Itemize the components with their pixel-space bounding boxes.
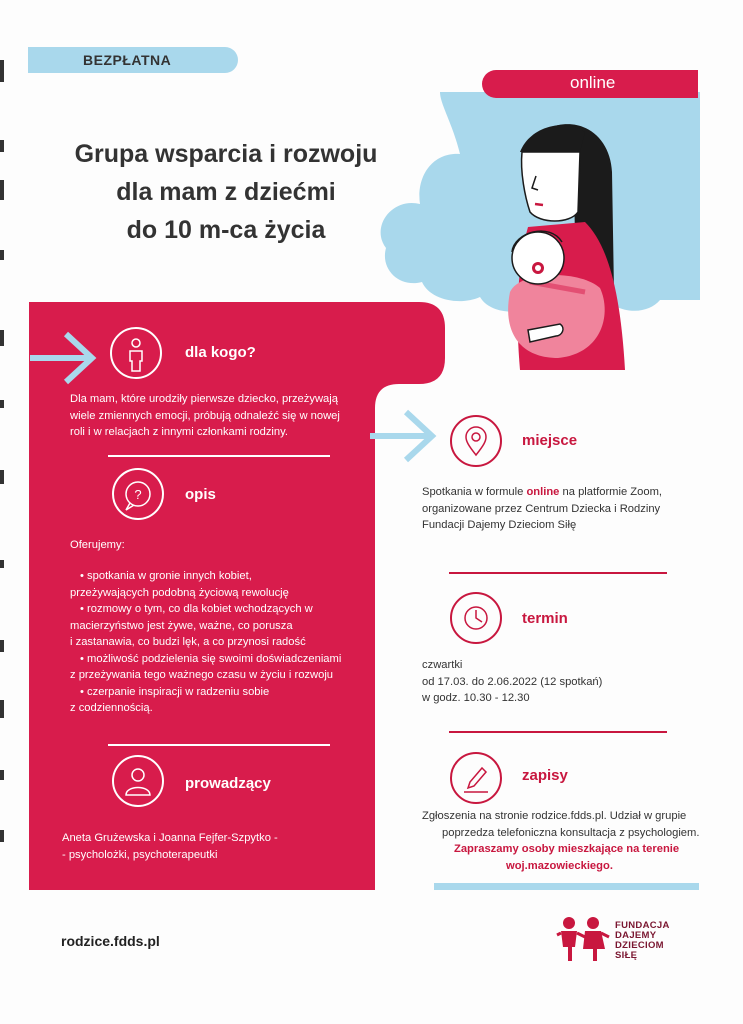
opis-text: • spotkania w gronie innych kobiet, przeżywających podobną życiową rewolucję • rozmowy o tym, co dla kobiet wchodzących w macierzyństwo jest żywe, ważne, co porusza i zastanawia, co budzi lęk, a co przynosi radość • możliwość podzielenia się swoimi doświadczeniami z przeżywania tego ważnego czasu w życiu i rozwoju • czerpanie inspiracji w radzeniu sobie z codziennością. bbox=[70, 570, 342, 714]
divider bbox=[108, 455, 330, 457]
scan-edge-marks bbox=[0, 0, 10, 1024]
termin-text: czwartki od 17.03. do 2.06.2022 (12 spotkań) w godz. 10.30 - 12.30 bbox=[422, 659, 603, 704]
dla-kogo-text: Dla mam, które urodziły pierwsze dziecko, przeżywają wiele zmiennych emocji, próbują odnaleźć się w nowej roli i w relacjach z innymi członkami rodziny. bbox=[70, 393, 340, 438]
zapisy-heading: zapisy bbox=[522, 767, 568, 784]
location-pin-icon bbox=[450, 415, 502, 467]
free-badge bbox=[28, 47, 238, 73]
person-icon bbox=[110, 327, 162, 379]
footer-url[interactable]: rodzice.fdds.pl bbox=[61, 933, 160, 949]
online-banner bbox=[482, 70, 698, 98]
user-icon bbox=[112, 755, 164, 807]
page-title bbox=[30, 135, 422, 249]
miejsce-text: Spotkania w formule online na platformie Zoom, organizowane przez Centrum Dziecka i Rodziny Fundacji Dajemy Dzieciom Siłę bbox=[422, 486, 663, 531]
title-line-1: Grupa wsparcia i rozwoju bbox=[74, 140, 378, 168]
fdds-logo bbox=[555, 913, 685, 968]
opis-intro: Oferujemy: bbox=[70, 539, 125, 551]
arrow-right-icon bbox=[370, 408, 440, 464]
divider bbox=[449, 572, 667, 574]
arrow-right-icon bbox=[30, 330, 100, 386]
svg-text:?: ? bbox=[134, 487, 142, 502]
bottom-accent-bar bbox=[434, 883, 699, 890]
title-line-3: do 10 m-ca życia bbox=[126, 216, 326, 244]
clock-icon bbox=[450, 592, 502, 644]
pen-icon bbox=[450, 752, 502, 804]
logo-text: FUNDACJA DAJEMY DZIECIOM SIŁĘ bbox=[615, 920, 670, 961]
children-logo-icon bbox=[555, 913, 611, 963]
termin-heading: termin bbox=[522, 610, 568, 627]
miejsce-heading: miejsce bbox=[522, 432, 578, 449]
divider bbox=[449, 731, 667, 733]
question-icon bbox=[112, 468, 164, 520]
dla-kogo-heading: dla kogo? bbox=[185, 344, 256, 361]
prowadzacy-text: Aneta Grużewska i Joanna Fejfer-Szpytko - - psycholożki, psychoterapeutki bbox=[62, 832, 278, 861]
opis-heading: opis bbox=[185, 486, 216, 503]
online-label: online bbox=[570, 73, 616, 92]
zapisy-text: Zgłoszenia na stronie rodzice.fdds.pl. Udział w grupie poprzedza telefoniczna konsultacja z psychologiem. Zapraszamy osoby mieszkające na terenie woj.mazowieckiego. bbox=[422, 810, 700, 872]
prowadzacy-heading: prowadzący bbox=[185, 775, 271, 792]
title-line-2: dla mam z dziećmi bbox=[116, 178, 336, 206]
divider bbox=[108, 744, 330, 746]
free-badge-label: BEZPŁATNA bbox=[83, 52, 172, 68]
